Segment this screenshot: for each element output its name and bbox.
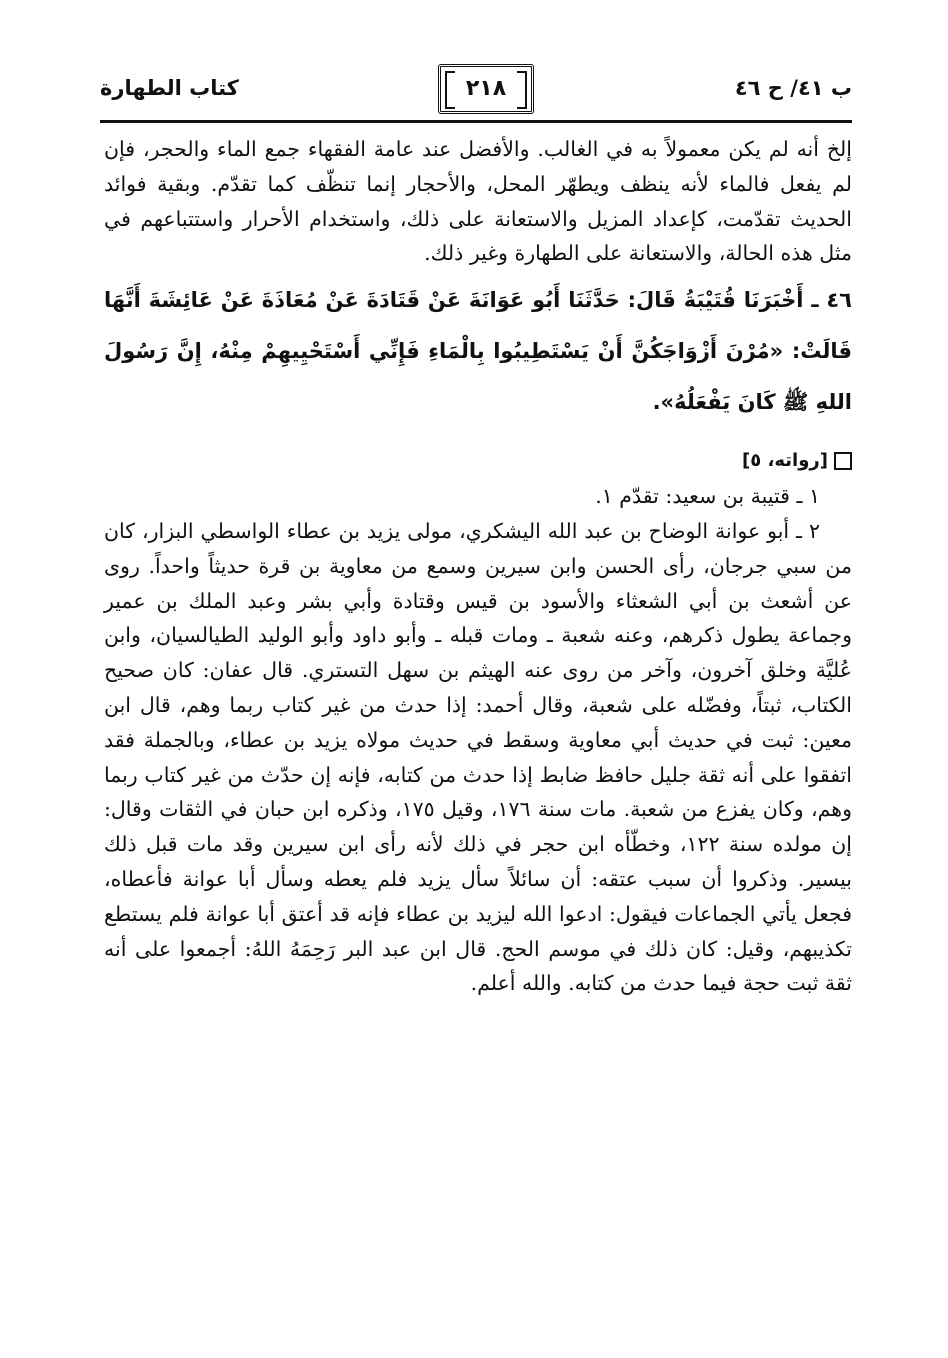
page-number: ٢١٨: [438, 64, 534, 114]
page-body: [104, 132, 852, 1001]
hadith-text: ٤٦ ـ أَخْبَرَنَا قُتَيْبَةُ قَالَ: حَدَّثَنَا أَبُو عَوَانَةَ عَنْ قَتَادَةَ عَنْ مُعَاذَةَ عَنْ عَائِشَةَ أَنَّهَا قَالَتْ: «مُرْنَ أَزْوَاجَكُنَّ أَنْ يَسْتَطِيبُوا بِالْمَاءِ فَإِنِّي أَسْتَحْيِيهِمْ مِنْهُ، إِنَّ رَسُولَ اللهِ ﷺ كَانَ يَفْعَلُهُ».: [104, 288, 852, 415]
header-divider: [100, 120, 852, 123]
narrator-1: ١ ـ قتيبة بن سعيد: تقدّم ١.: [595, 484, 820, 509]
square-icon: [834, 452, 852, 470]
book-title: كتاب الطهارة: [100, 76, 239, 100]
chapter-reference: ب ٤١/ ح ٤٦: [734, 76, 852, 100]
intro-paragraph: إلخ أنه لم يكن معمولاً به في الغالب. والأفضل عند عامة الفقهاء جمع الماء والحجر، فإن لم يفعل فالماء لأنه ينظف ويطهّر المحل، والأحجار إنما تنظّف كما تقدّم. وبقية فوائد الحديث تقدّمت، كإعداد المزيل والاستعانة على ذلك، واستخدام الأحرار واستتباعهم في مثل هذه الحالة، والاستعانة على الطهارة وغير ذلك.: [104, 137, 852, 266]
section-heading-label: [رواته، ٥]: [742, 450, 828, 472]
page-header: [100, 72, 852, 118]
section-heading: [104, 450, 852, 471]
narrator-2: ٢ ـ أبو عوانة الوضاح بن عبد الله اليشكري، مولى يزيد بن عطاء الواسطي البزار، كان من سبي جرجان، رأى الحسن وابن سيرين وسمع من معاوية بن قرة حديثاً واحداً. روى عن أشعث بن أبي الشعثاء والأسود بن قيس وقتادة وأبي بشر وعبد الملك بن عمير وجماعة يطول ذكرهم، وعنه شعبة ـ ومات قبله ـ وأبو داود وأبو الوليد الطيالسيان، وابن عُليَّة وخلق آخرون، وآخر من روى عنه الهيثم بن سهل التستري. قال عفان: كان صحيح الكتاب، ثبتاً، وفضّله على شعبة، وقال أحمد: إذا حدث من غير كتاب ربما وهم، قال ابن معين: ثبت في حديث أبي معاوية وسقط في حديث مولاه يزيد بن عطاء، وبالجملة فقد اتفقوا على أنه ثقة جليل حافظ ضابط إذا حدث من كتابه، فإنه إن حدّث من غير كتاب ربما وهم، وكان يفزع من شعبة. مات سنة ١٧٦، وقيل ١٧٥، وذكره ابن حبان في الثقات وقال: إن مولده سنة ١٢٢، وخطّأه ابن حجر في ذلك لأنه رأى ابن سيرين وقد مات قبل ذلك بيسير. وذكروا أن سبب عتقه: أن سائلاً سأل يزيد فلم يعطه وسأل أبا عوانة فأعطاه، فجعل يأتي الجماعات فيقول: ادعوا الله ليزيد بن عطاء فإنه قد أعتق أبا عوانة فلم يستطع تكذيبهم، وقيل: كان ذلك في موسم الحج. قال ابن عبد البر رَحِمَهُ اللهُ: أجمعوا على أنه ثقة ثبت حجة فيما حدث من كتابه. والله أعلم.: [104, 518, 853, 996]
